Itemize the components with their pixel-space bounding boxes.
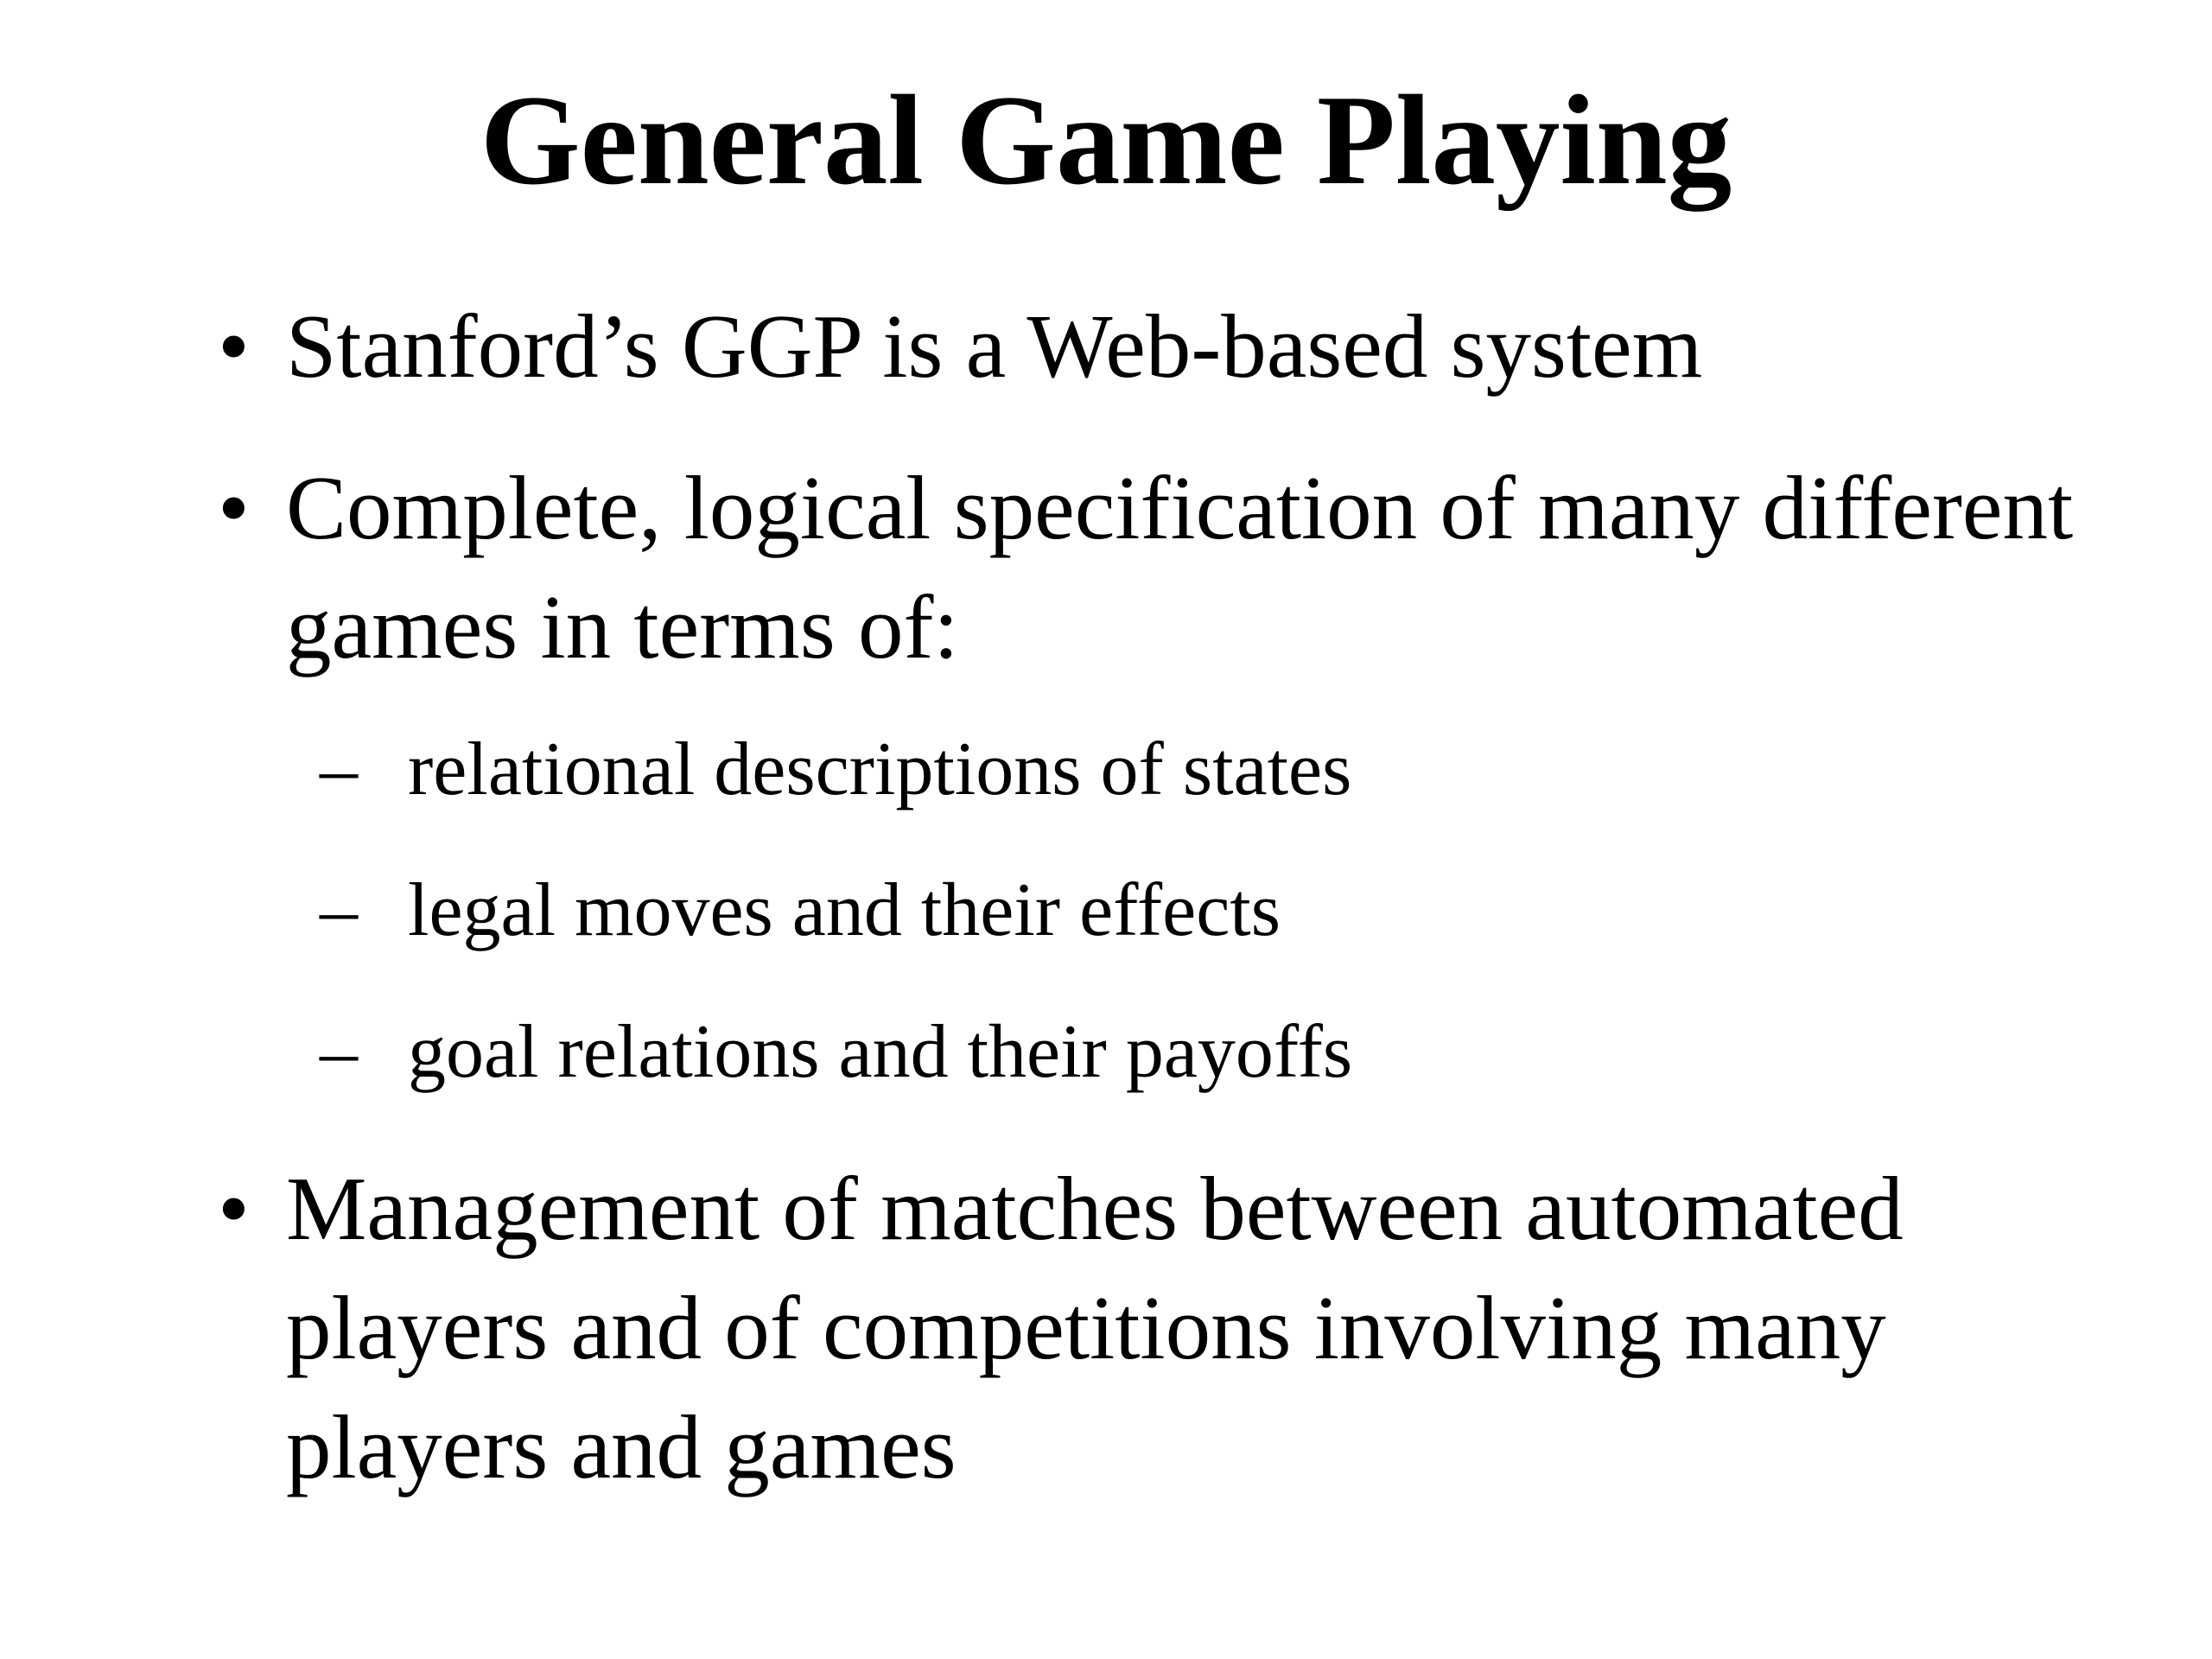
sub-bullet-text: goal relations and their payoffs xyxy=(408,1010,1353,1094)
bullet-text: Complete, logical specification of many different games in terms of: xyxy=(286,457,2074,677)
sub-bullet-marker: – xyxy=(320,868,358,952)
bullet-marker: • xyxy=(218,296,250,397)
sub-bullet-text: relational descriptions of states xyxy=(408,728,1352,811)
bullet-text: Management of matches between automated players and of competitions involving many players and games xyxy=(286,1158,1904,1497)
sub-bullet-text: legal moves and their effects xyxy=(408,868,1281,952)
bullet-marker: • xyxy=(218,1158,250,1259)
slide-title: General Game Playing xyxy=(480,69,1732,212)
sub-bullet-marker: – xyxy=(320,1010,358,1094)
sub-bullet-marker: – xyxy=(320,728,358,811)
bullet-marker: • xyxy=(218,457,250,558)
bullet-text: Stanford’s GGP is a Web-based system xyxy=(286,296,1703,397)
